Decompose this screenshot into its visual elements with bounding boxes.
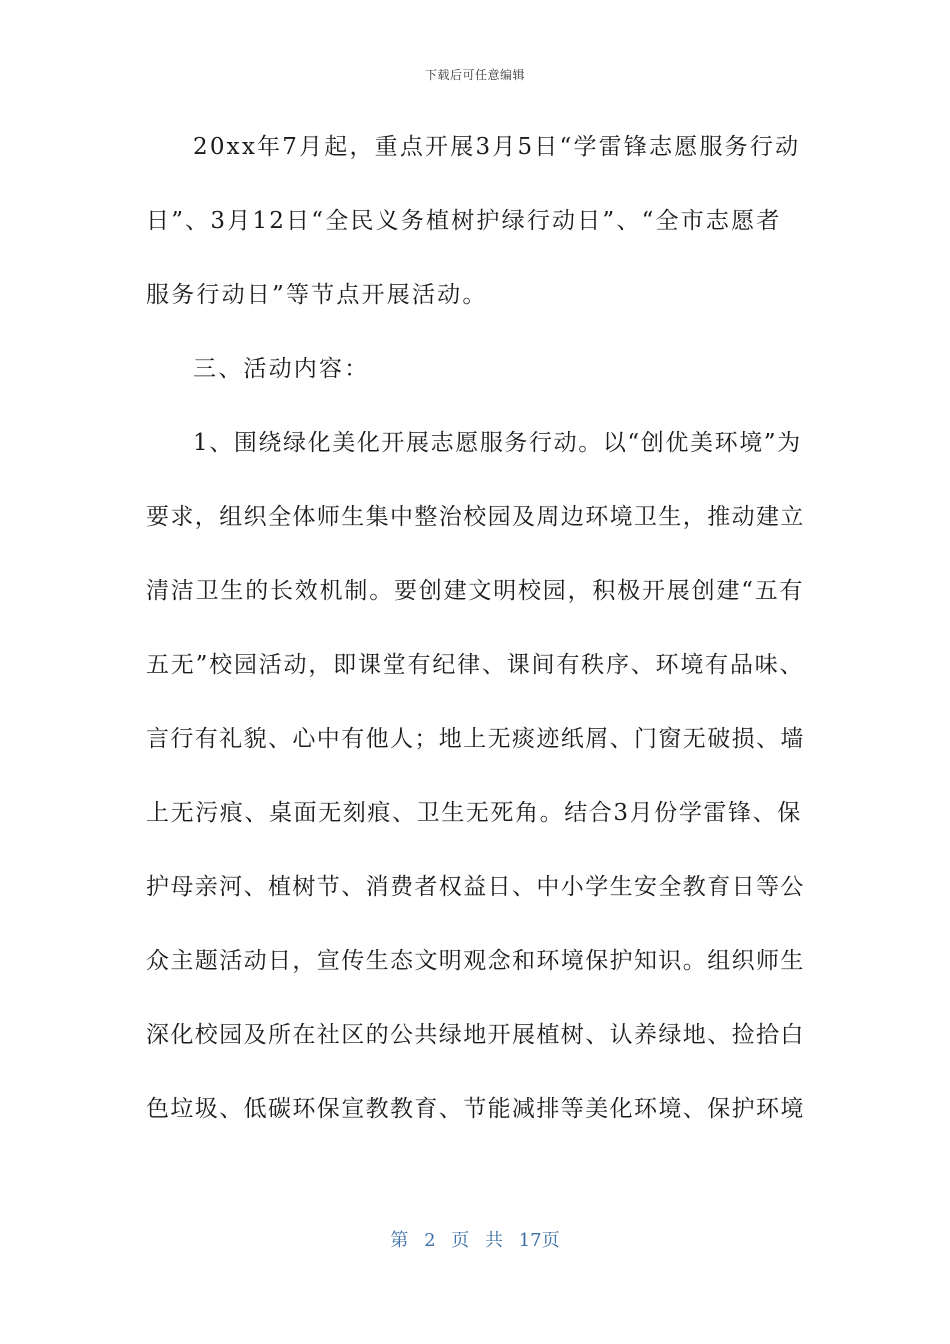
paragraph-line: 上无污痕、桌面无刻痕、卫生无死角。结合3月份学雷锋、保 — [146, 800, 802, 826]
paragraph-line: 服务行动日”等节点开展活动。 — [146, 282, 488, 308]
paragraph-line: 日”、3月12日“全民义务植树护绿行动日”、“全市志愿者 — [146, 208, 782, 234]
paragraph-line: 色垃圾、低碳环保宣教教育、节能减排等美化环境、保护环境 — [146, 1096, 805, 1122]
header-note: 下载后可任意编辑 — [424, 68, 525, 82]
page-footer — [0, 1226, 950, 1252]
document-body — [146, 110, 806, 1146]
paragraph-line: 言行有礼貌、心中有他人；地上无痰迹纸屑、门窗无破损、墙 — [146, 726, 805, 752]
page-word-suffix: 页 — [451, 1230, 470, 1251]
current-page-number: 2 — [424, 1230, 436, 1251]
paragraph-line: 1、围绕绿化美化开展志愿服务行动。以“创优美环境”为 — [193, 430, 802, 456]
section-heading: 三、活动内容： — [193, 356, 370, 382]
total-pages: 17页 — [518, 1230, 560, 1251]
total-word: 共 — [485, 1230, 503, 1251]
paragraph-line: 五无”校园活动，即课堂有纪律、课间有秩序、环境有品味、 — [146, 652, 805, 678]
paragraph-line: 20xx年7月起，重点开展3月5日“学雷锋志愿服务行动 — [193, 134, 801, 160]
page-word-prefix: 第 — [390, 1230, 409, 1251]
paragraph-line: 要求，组织全体师生集中整治校园及周边环境卫生，推动建立 — [146, 504, 805, 530]
paragraph-line: 深化校园及所在社区的公共绿地开展植树、认养绿地、捡拾白 — [146, 1022, 805, 1048]
paragraph-line: 清洁卫生的长效机制。要创建文明校园，积极开展创建“五有 — [146, 578, 805, 604]
paragraph-line: 护母亲河、植树节、消费者权益日、中小学生安全教育日等公 — [146, 874, 805, 900]
paragraph-line: 众主题活动日，宣传生态文明观念和环境保护知识。组织师生 — [146, 948, 805, 974]
